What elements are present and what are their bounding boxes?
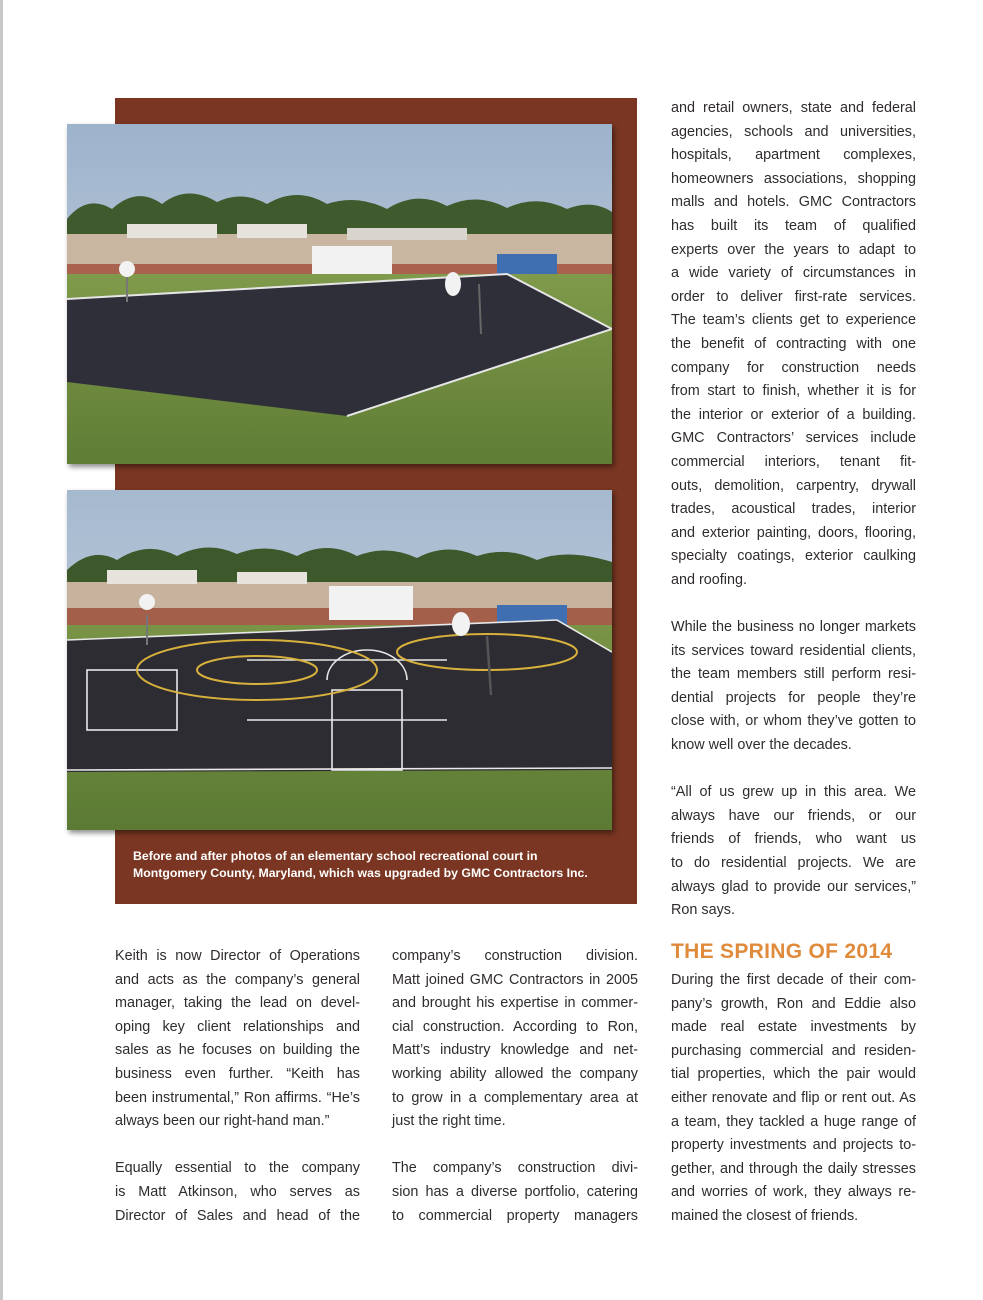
text-line: and brought his expertise in commer- <box>392 995 638 1012</box>
text-line: oping key client relationships and <box>115 1018 360 1035</box>
text-line: experts over the years to adapt to <box>671 241 916 258</box>
text-line: made real estate investments by <box>671 1019 916 1036</box>
paragraph <box>671 781 916 923</box>
text-line: a wide variety of circumstances in <box>671 265 916 282</box>
column-right-lower <box>671 969 916 1229</box>
text-line: The team’s clients get to experience <box>671 312 916 329</box>
text-line: to grow in a complementary area at <box>392 1089 638 1106</box>
paragraph <box>392 1157 638 1228</box>
text-line: and worries of work, they always re- <box>671 1184 916 1201</box>
text-line: know well over the decades. <box>671 737 852 754</box>
column-middle <box>392 945 638 1228</box>
text-line: business even further. “Keith has <box>115 1065 360 1082</box>
text-line: has built its team of qualified <box>671 217 916 234</box>
text-line: to do residential projects. We are <box>671 855 916 871</box>
text-line: pany’s growth, Ron and Eddie also <box>671 995 916 1012</box>
photo-after <box>67 490 612 830</box>
text-line: dential projects for people they’re <box>671 689 916 706</box>
text-line: is Matt Atkinson, who serves as <box>115 1183 360 1200</box>
text-line: malls and hotels. GMC Contractors <box>671 194 916 211</box>
photo-before <box>67 124 612 464</box>
text-line: and exterior painting, doors, flooring, <box>671 524 916 541</box>
text-line: close with, or whom they’ve gotten to <box>671 713 916 730</box>
text-line: commercial interiors, tenant fit- <box>671 453 916 470</box>
paragraph <box>115 1157 360 1228</box>
text-line: friends of friends, who want us <box>671 831 916 848</box>
text-line: from start to finish, whether it is for <box>671 383 916 400</box>
text-line: the team members still perform resi- <box>671 666 916 683</box>
text-line: trades, acoustical trades, interior <box>671 501 916 518</box>
text-line: hospitals, apartment complexes, <box>671 147 916 164</box>
caption-line: Before and after photos of an elementary school recreational court in <box>133 849 538 863</box>
text-line: During the first decade of their com- <box>671 972 916 988</box>
text-line: Matt’s industry knowledge and net- <box>392 1042 638 1059</box>
column-left <box>115 945 360 1228</box>
text-line: order to deliver first-rate services. <box>671 288 916 305</box>
paragraph <box>671 97 916 592</box>
text-line: purchasing commercial and residen- <box>671 1042 916 1059</box>
caption-line: Montgomery County, Maryland, which was upgraded by GMC Contractors Inc. <box>133 866 588 880</box>
text-line: While the business no longer markets <box>671 619 916 636</box>
text-line: the benefit of contracting with one <box>671 335 916 352</box>
text-line: mained the closest of friends. <box>671 1207 859 1224</box>
text-line: a team, they tackled a huge range of <box>671 1113 916 1130</box>
text-line: “All of us grew up in this area. We <box>671 784 916 801</box>
text-line: always glad to provide our services,” <box>671 878 916 895</box>
text-line: Ron says. <box>671 902 735 919</box>
text-line: manager, taking the lead on devel- <box>115 995 360 1012</box>
text-line: and roofing. <box>671 571 748 588</box>
text-line: cial construction. According to Ron, <box>392 1018 638 1035</box>
text-line: Matt joined GMC Contractors in 2005 <box>392 971 638 988</box>
text-line: outs, demolition, carpentry, drywall <box>671 477 916 494</box>
text-line: just the right time. <box>392 1113 506 1130</box>
text-line: agencies, schools and universities, <box>671 123 916 140</box>
text-line: tial properties, which the pair would <box>671 1066 916 1083</box>
text-line: the interior or exterior of a building. <box>671 406 916 423</box>
page-edge <box>0 0 3 1300</box>
section-heading: THE SPRING OF 2014 <box>671 940 893 963</box>
text-line: sales as he focuses on building the <box>115 1042 360 1059</box>
text-line: sion has a diverse portfolio, catering <box>392 1183 638 1200</box>
column-right <box>671 97 916 923</box>
text-line: property investments and projects to- <box>671 1137 916 1154</box>
text-line: working ability allowed the company <box>392 1065 638 1082</box>
text-line: gether, and through the daily stresses <box>671 1160 916 1177</box>
paragraph <box>671 969 916 1229</box>
text-line: Equally essential to the company <box>115 1160 360 1177</box>
paragraph <box>115 945 360 1134</box>
photo-caption <box>133 848 613 882</box>
text-line: GMC Contractors’ services include <box>671 430 916 447</box>
paragraph <box>392 945 638 1134</box>
text-line: its services toward residential clients, <box>671 642 916 659</box>
text-line: homeowners associations, shopping <box>671 170 916 187</box>
text-line: company for construction needs <box>671 359 916 376</box>
text-line: always been our right-hand man.” <box>115 1113 330 1130</box>
text-line: and acts as the company’s general <box>115 971 360 988</box>
text-line: Director of Sales and head of the <box>115 1207 360 1224</box>
text-line: been instrumental,” Ron affirms. “He’s <box>115 1089 360 1106</box>
text-line: and retail owners, state and federal <box>671 100 916 116</box>
text-line: company’s construction division. <box>392 948 638 964</box>
paragraph <box>671 616 916 758</box>
text-line: Keith is now Director of Operations <box>115 948 360 964</box>
text-line: always have our friends, or our <box>671 807 916 824</box>
text-line: either renovate and flip or rent out. As <box>671 1089 916 1106</box>
text-line: to commercial property managers <box>392 1207 638 1224</box>
text-line: specialty coatings, exterior caulking <box>671 548 916 565</box>
text-line: The company’s construction divi- <box>392 1160 638 1177</box>
